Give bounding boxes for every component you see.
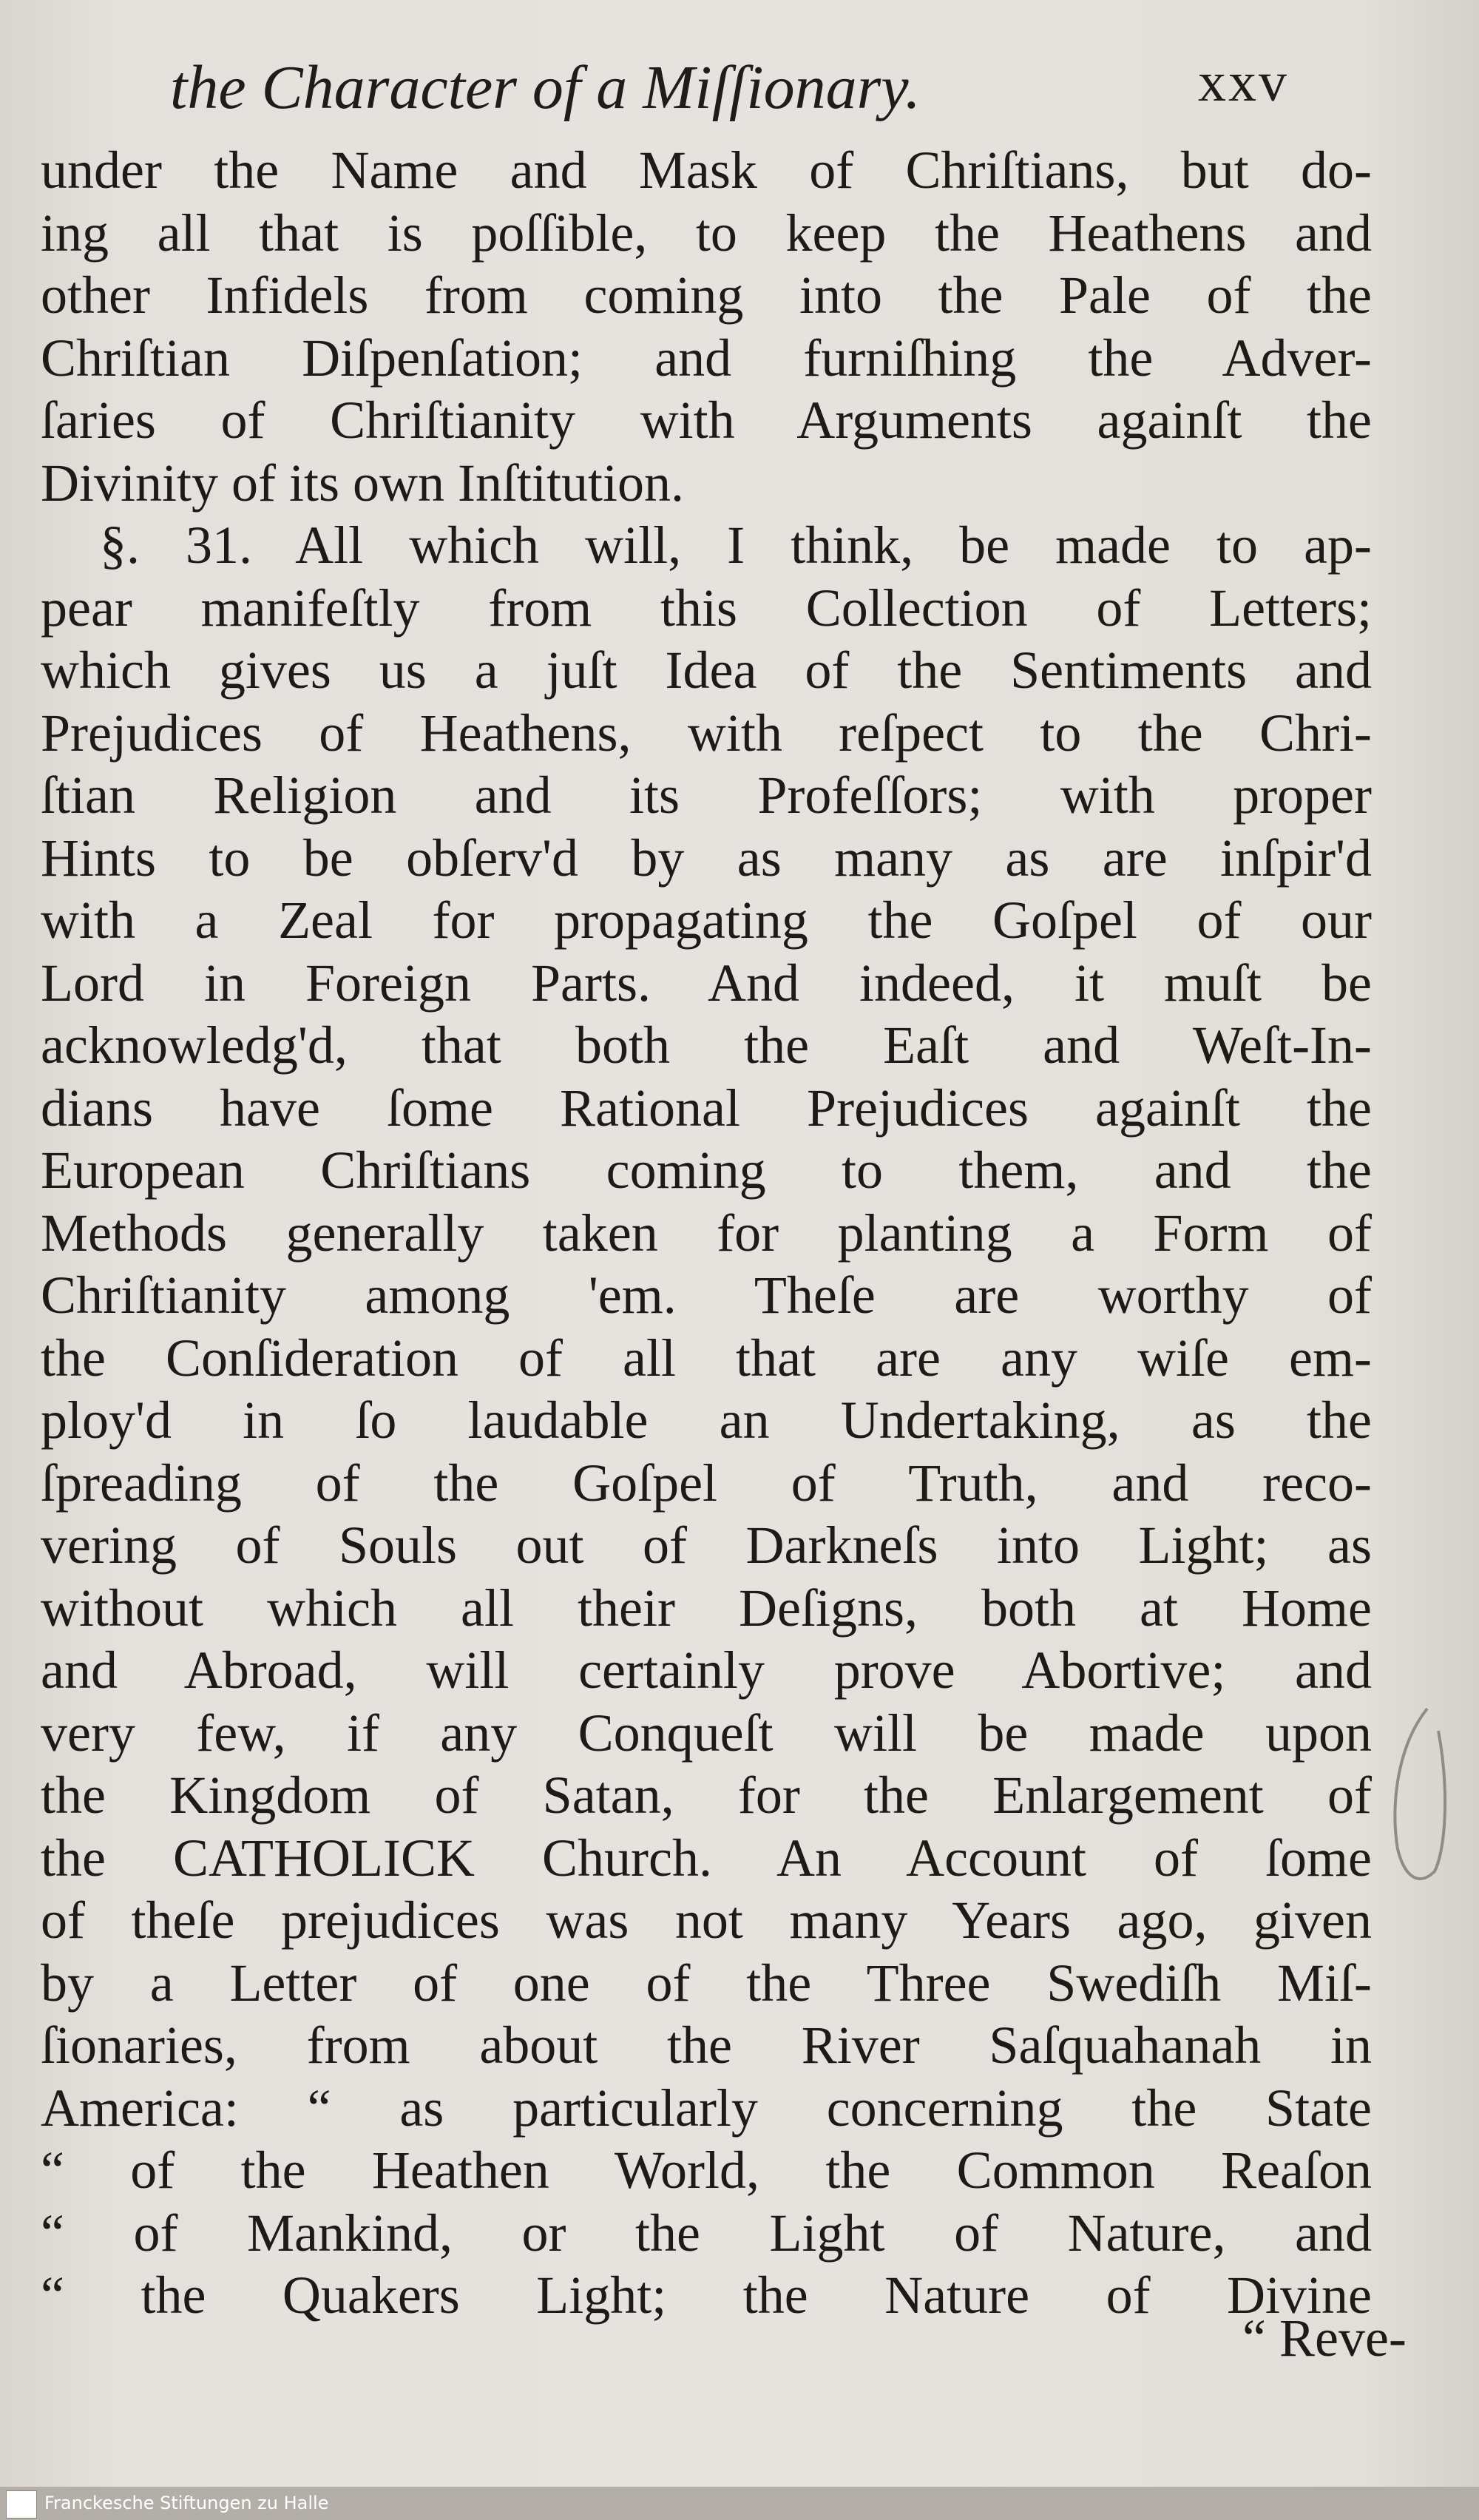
body-text [41,139,1372,2327]
text-line: dians have ſome Rational Prejudices againſt the [41,1078,1372,1138]
text-line: without which all their Deſigns, both at Home [41,1578,1372,1638]
text-line: ſtian Religion and its Profeſſors; with proper [41,766,1372,825]
text-line: “ of Mankind, or the Light of Nature, and [41,2203,1372,2263]
institution-logo-icon [6,2490,37,2519]
text-line: which gives us a juſt Idea of the Sentiments and [41,641,1372,700]
text-line: and Abroad, will certainly prove Abortive; and [41,1641,1372,1700]
text-line: of theſe prejudices was not many Years ago, given [41,1891,1372,1950]
text-line: other Infidels from coming into the Pale of the [41,266,1372,325]
text-line: very few, if any Conqueſt will be made upon [41,1703,1372,1763]
text-line: vering of Souls out of Darkneſs into Light; as [41,1516,1372,1575]
institution-name: Franckesche Stiftungen zu Halle [44,2493,329,2513]
text-line: under the Name and Mask of Chriſtians, but do- [41,141,1372,200]
pencil-mark-icon [1375,1701,1464,1894]
catchword: “ Reve- [1242,2308,1407,2368]
text-line: European Chriſtians coming to them, and the [41,1141,1372,1200]
text-line: ſpreading of the Goſpel of Truth, and reco- [41,1453,1372,1513]
text-line: ſaries of Chriſtianity with Arguments againſt the [41,391,1372,450]
text-line: Hints to be obſerv'd by as many as are inſpir'd [41,828,1372,888]
text-line: Chriſtian Diſpenſation; and furniſhing the Adver- [41,328,1372,388]
text-line: Divinity of its own Inſtitution. [41,453,685,513]
text-line: by a Letter of one of the Three Swediſh Miſ- [41,1953,1372,2013]
text-line: the Conſideration of all that are any wiſe em- [41,1328,1372,1388]
text-line: ploy'd in ſo laudable an Undertaking, as the [41,1391,1372,1450]
text-line: pear manifeſtly from this Collection of Letters; [41,578,1372,638]
text-line: §. 31. All which will, I think, be made to ap- [100,516,1372,575]
text-line: “ the Quakers Light; the Nature of Divine [41,2266,1372,2325]
text-line: with a Zeal for propagating the Goſpel of our [41,891,1372,950]
text-line: America: “ as particularly concerning the State [41,2078,1372,2138]
text-line: the Kingdom of Satan, for the Enlargement of [41,1766,1372,1825]
text-line: Methods generally taken for planting a Form of [41,1203,1372,1263]
footer-bar [0,2487,1479,2520]
text-line: “ of the Heathen World, the Common Reaſon [41,2141,1372,2200]
page-number: xxv [1198,51,1289,113]
running-title: the Character of a Miſſionary. [170,53,921,122]
page-header [0,44,1479,148]
text-line: ing all that is poſſible, to keep the Heathens and [41,203,1372,263]
text-line: Lord in Foreign Parts. And indeed, it muſt be [41,953,1372,1013]
text-line: the CATHOLICK Church. An Account of ſome [41,1828,1372,1888]
text-line: ſionaries, from about the River Saſquahanah in [41,2016,1372,2075]
text-line: Prejudices of Heathens, with reſpect to the Chri- [41,703,1372,763]
text-line: acknowledg'd, that both the Eaſt and Weſt-In- [41,1016,1372,1075]
text-line: Chriſtianity among 'em. Theſe are worthy of [41,1266,1372,1325]
